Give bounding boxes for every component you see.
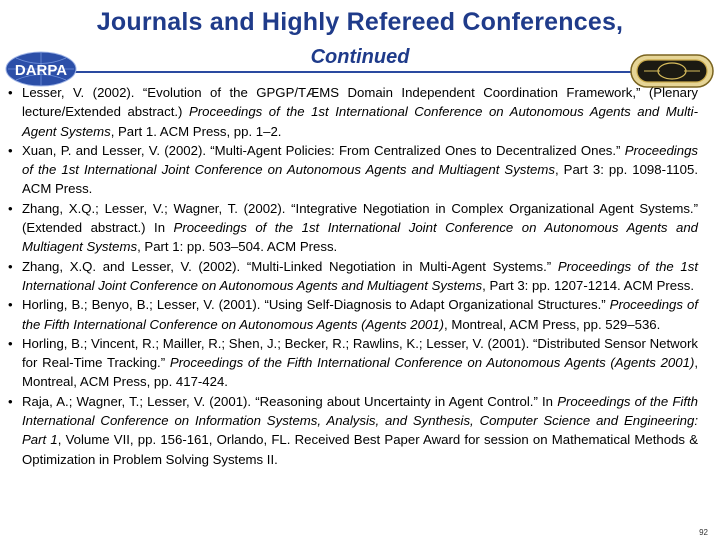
reference-text: Zhang, X.Q.; Lesser, V.; Wagner, T. (2002). “Integrative Negotiation in Complex Organizational Agent Systems.” (Extended abstract.) In xyxy=(22,200,698,236)
reference-text: Raja, A.; Wagner, T.; Lesser, V. (2001). “Reasoning about Uncertainty in Agent Control.” In xyxy=(22,393,558,409)
reference-text: , Part 3: pp. 1207-1214. ACM Press. xyxy=(482,277,694,293)
reference-item xyxy=(6,334,698,392)
reference-venue: Proceedings of the Fifth International Conference on Information Systems, Analysis, and Synthesis, Computer Science and Engineering: Part 1 xyxy=(22,393,698,448)
reference-text: Zhang, X.Q. and Lesser, V. (2002). “Multi-Linked Negotiation in Multi-Agent Systems.” xyxy=(22,258,558,274)
reference-item xyxy=(6,257,698,296)
reference-venue: Proceedings of the Fifth International Conference on Autonomous Agents (Agents 2001) xyxy=(169,355,695,371)
svg-text:DARPA: DARPA xyxy=(14,62,68,79)
reference-item xyxy=(6,83,698,141)
reference-text: , Volume VII, pp. 156-161, Orlando, FL. Received Best Paper Award for session on Mathematical Methods & Optimization in Problem Solving Systems II. xyxy=(22,432,698,467)
reference-item xyxy=(6,392,698,469)
slide-subtitle: Continued xyxy=(310,46,410,68)
reference-venue: Proceedings of the 1st International Joint Conference on Autonomous Agents and Multiagent Systems xyxy=(22,220,698,255)
reference-text: , Part 1: pp. 503–504. ACM Press. xyxy=(137,239,338,255)
reference-list xyxy=(6,83,698,469)
reference-text: Xuan, P. and Lesser, V. (2002). “Multi-Agent Policies: From Centralized Ones to Decentralized Ones.” xyxy=(22,142,625,158)
reference-text: Lesser, V. (2002). “Evolution of the GPGP/TÆMS Domain Independent Coordination Framework,” (Plenary lecture/Extended abstract.) xyxy=(22,85,698,120)
reference-item xyxy=(6,141,698,199)
reference-venue: Proceedings of the Fifth International Conference on Autonomous Agents (Agents 2001) xyxy=(22,297,698,332)
reference-venue: Proceedings of the 1st International Joint Conference on Autonomous Agents and Multiagent Systems xyxy=(22,258,699,293)
slide-title: Journals and Highly Refereed Conferences, xyxy=(96,8,624,36)
reference-venue: Proceedings of the 1st International Joint Conference on Autonomous Agents and Multiagent Systems xyxy=(22,142,698,178)
reference-venue: Proceedings of the 1st International Conference on Autonomous Agents and Multi-Agent Systems xyxy=(22,104,698,139)
reference-text: Horling, B.; Vincent, R.; Mailler, R.; Shen, J.; Becker, R.; Rawlins, K.; Lesser, V. (2001). “Distributed Sensor Network for Real-Time Tracking.” xyxy=(22,335,698,371)
reference-text: Horling, B.; Benyo, B.; Lesser, V. (2001). “Using Self-Diagnosis to Adapt Organizational Structures.” xyxy=(22,297,610,313)
reference-text: , Part 1. ACM Press, pp. 1–2. xyxy=(110,123,282,139)
reference-text: , Montreal, ACM Press, pp. 529–536. xyxy=(444,316,661,332)
reference-text: , Montreal, ACM Press, pp. 417-424. xyxy=(22,355,699,390)
page-number: 92 xyxy=(699,528,708,537)
reference-item xyxy=(6,199,698,257)
reference-item xyxy=(6,295,698,334)
title-divider xyxy=(8,71,712,73)
reference-text: , Part 3: pp. 1098-1105. ACM Press. xyxy=(22,162,698,197)
